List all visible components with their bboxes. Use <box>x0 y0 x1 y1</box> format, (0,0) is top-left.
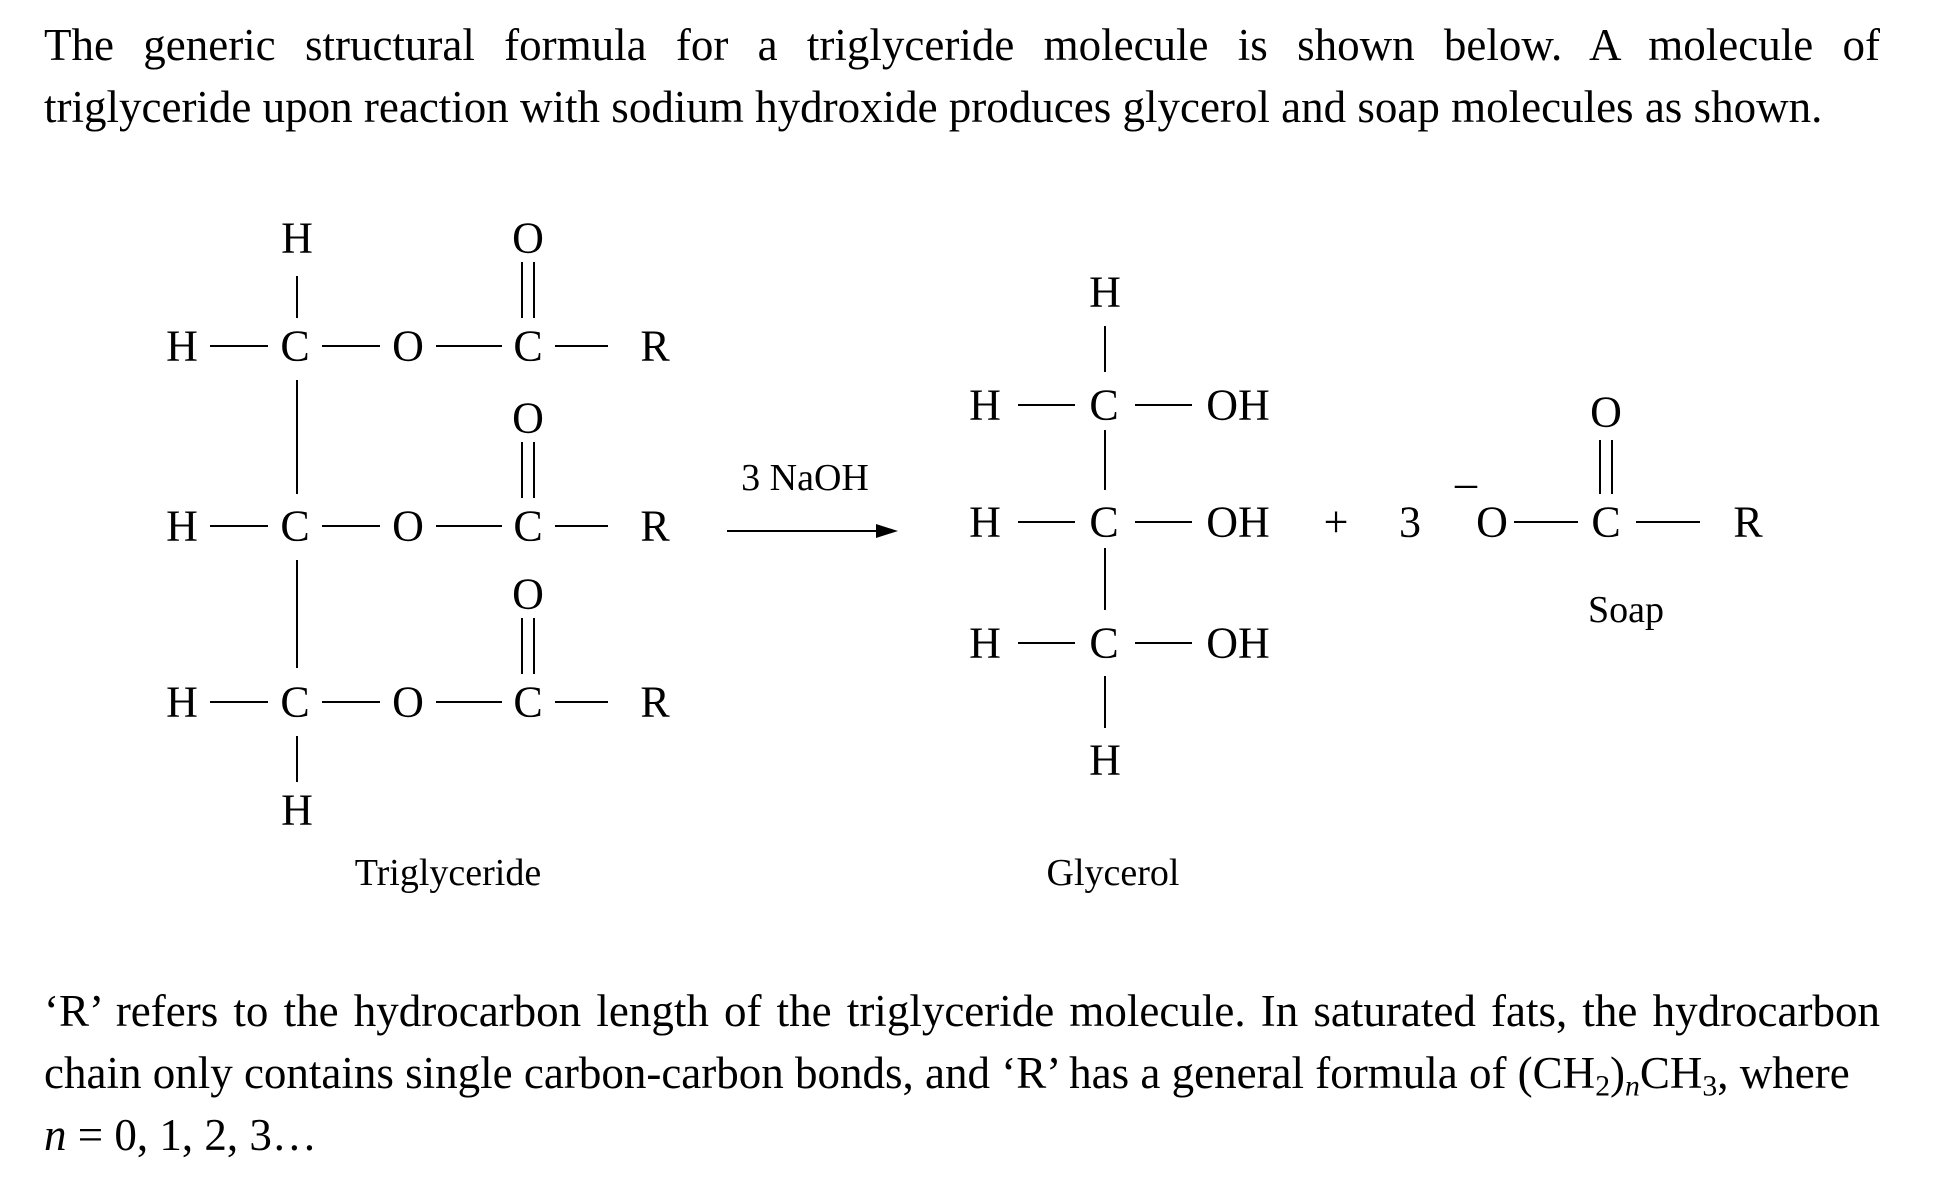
reagent-label: 3 NaOH <box>741 457 869 499</box>
atom: C <box>280 321 310 371</box>
atom: OH <box>1206 618 1270 668</box>
atom: C <box>280 677 310 727</box>
atom: H <box>166 677 198 727</box>
atom: R <box>640 501 670 551</box>
atom: OH <box>1206 497 1270 547</box>
outro-line-1: ‘R’ refers to the hydrocarbon length of the triglyceride molecule. In saturated fats, the hydrocarbon <box>44 986 1880 1036</box>
paren: ) <box>1610 1048 1626 1098</box>
atom: H <box>281 213 313 263</box>
outro-paragraph <box>44 980 1880 1166</box>
glycerol-label: Glycerol <box>1046 852 1180 894</box>
atom: O <box>392 501 424 551</box>
atom: H <box>969 380 1001 430</box>
atom: O <box>1476 497 1508 547</box>
atom: O <box>512 393 544 443</box>
atom: C <box>1591 497 1621 547</box>
atom: O <box>1590 387 1622 437</box>
variable-n: n <box>44 1110 67 1160</box>
atom: C <box>513 501 543 551</box>
atom: C <box>280 501 310 551</box>
outro-line-3 <box>44 1104 1880 1166</box>
outro-line-2-tail: , where <box>1717 1048 1850 1098</box>
atom: H <box>281 785 313 835</box>
outro-line-2-text: chain only contains single carbon-carbon bonds, and ‘R’ has a general formula of (CH <box>44 1048 1596 1098</box>
subscript: 3 <box>1702 1070 1718 1103</box>
soap-coefficient: 3 <box>1399 497 1421 547</box>
atom: C <box>1089 497 1119 547</box>
intro-line-2: triglyceride upon reaction with sodium hydroxide produces glycerol and soap molecules as shown. <box>44 82 1823 132</box>
negative-charge: – <box>1455 458 1477 508</box>
atom: R <box>640 321 670 371</box>
atom: C <box>1089 618 1119 668</box>
atom: H <box>1089 267 1121 317</box>
plus-sign: + <box>1323 497 1349 547</box>
atom: H <box>166 501 198 551</box>
formula-ch: CH <box>1639 1048 1703 1098</box>
atom: H <box>1089 735 1121 785</box>
atom: O <box>392 321 424 371</box>
atom: R <box>640 677 670 727</box>
atom: H <box>969 618 1001 668</box>
reaction-arrow-head <box>876 524 898 538</box>
atoms <box>166 214 1763 835</box>
outro-line-3-text: = 0, 1, 2, 3… <box>66 1110 317 1160</box>
atom: O <box>392 677 424 727</box>
intro-line-1: The generic structural formula for a triglyceride molecule is shown below. A molecule of <box>44 20 1880 70</box>
atom: H <box>166 321 198 371</box>
atom: O <box>512 213 544 263</box>
atom: C <box>1089 380 1119 430</box>
atom: O <box>512 569 544 619</box>
atom: R <box>1733 497 1763 547</box>
triglyceride-label: Triglyceride <box>354 852 542 894</box>
subscript-n: n <box>1625 1070 1640 1103</box>
atom: OH <box>1206 380 1270 430</box>
outro-line-2 <box>44 1042 1880 1104</box>
soap-label: Soap <box>1588 589 1664 631</box>
atom: H <box>969 497 1001 547</box>
subscript: 2 <box>1595 1070 1611 1103</box>
atom: C <box>513 677 543 727</box>
diagram-labels <box>355 457 1664 894</box>
atom: C <box>513 321 543 371</box>
